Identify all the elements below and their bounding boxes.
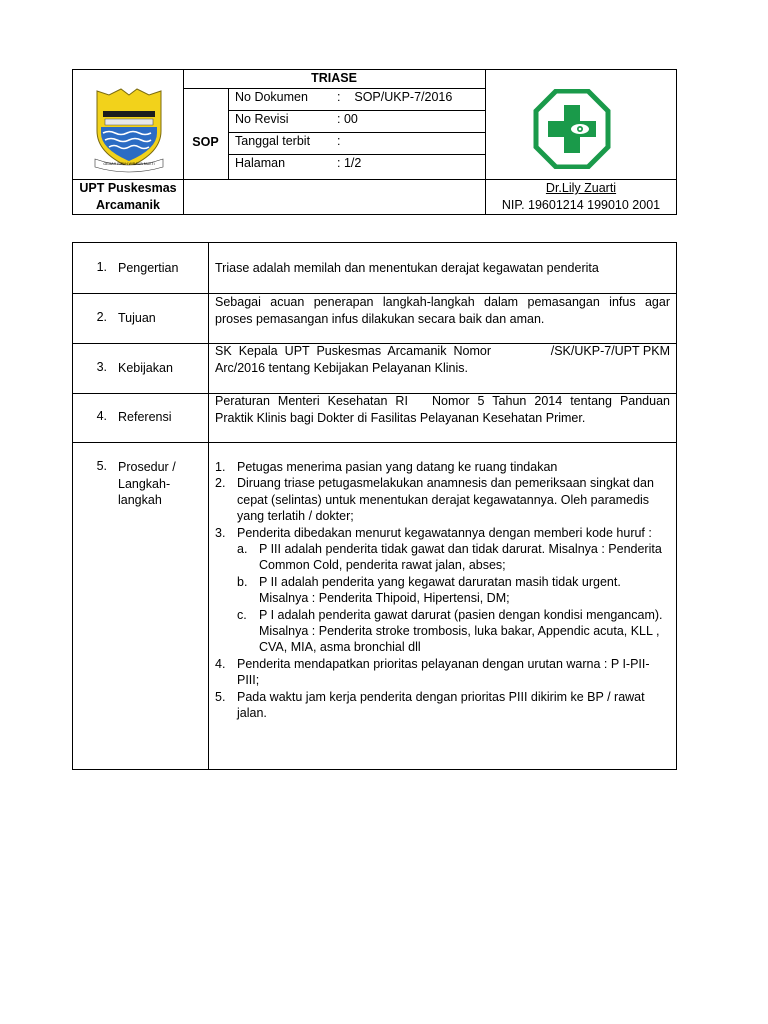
document-title: TRIASE bbox=[311, 71, 357, 85]
section-label-pengertian: Pengertian bbox=[118, 261, 179, 275]
section-number: 5. bbox=[96, 459, 107, 473]
sub-step-item: c. P I adalah penderita gawat darurat (pasien dengan kondisi mengancam). Misalnya : Penderita stroke trombosis, luka bakar, Appendic acuta, KLL , CVA, MIA, asma bronchial dll bbox=[237, 607, 663, 655]
kebijakan-line1b: /SK/UKP-7/UPT PKM bbox=[550, 344, 670, 358]
procedure-steps bbox=[215, 459, 670, 722]
step-item: 2. Diruang triase petugasmelakukan anamnesis dan pemeriksaan singkat dan cepat (selintas) untuk menentukan derajat kegawatannya. Oleh paramedis yang terlatih / dokter; bbox=[215, 476, 654, 524]
kebijakan-text bbox=[215, 343, 670, 376]
section-number: 3. bbox=[96, 360, 107, 374]
kebijakan-line2: Arc/2016 tentang Kebijakan Pelayanan Klinis. bbox=[215, 360, 468, 375]
sub-step-item: b. P II adalah penderita yang kegawat daruratan masih tidak urgent. Misalnya : Penderita Thipoid, Hipertensi, DM; bbox=[237, 574, 621, 606]
prosedur-label-line2: Langkah- bbox=[118, 476, 171, 491]
section-label-prosedur bbox=[118, 459, 176, 509]
no-dokumen-value: : SOP/UKP-7/2016 bbox=[337, 90, 453, 104]
signer-nip: NIP. 19601214 199010 2001 bbox=[501, 198, 661, 212]
step-item: 5. Pada waktu jam kerja penderita dengan prioritas PIII dikirim ke BP / rawat jalan. bbox=[215, 689, 645, 721]
tanggal-terbit-label: Tanggal terbit bbox=[235, 134, 311, 148]
referensi-line1: Peraturan Menteri Kesehatan RI Nomor 5 Tahun 2014 tentang Panduan bbox=[215, 394, 670, 408]
seal-motto: GEMAH RIPAH WIBAWA MUKTI bbox=[103, 162, 155, 166]
sub-step-item: a. P III adalah penderita tidak gawat dan tidak darurat. Misalnya : Penderita Common Cold, penderita rawat jalan, abses; bbox=[237, 542, 662, 573]
prosedur-label-line3: langkah bbox=[118, 493, 162, 507]
section-label-tujuan: Tujuan bbox=[118, 311, 156, 325]
tujuan-text bbox=[215, 294, 670, 327]
sop-label: SOP bbox=[192, 135, 219, 149]
pengertian-text: Triase adalah memilah dan menentukan derajat kegawatan penderita bbox=[215, 261, 599, 275]
org-name-line1: UPT Puskesmas bbox=[79, 181, 177, 195]
halaman-value: : 1/2 bbox=[337, 156, 362, 170]
section-number: 2. bbox=[96, 310, 107, 324]
section-label-kebijakan: Kebijakan bbox=[118, 361, 173, 375]
step-item: 1. Petugas menerima pasian yang datang ke ruang tindakan bbox=[215, 460, 558, 474]
header-table bbox=[72, 69, 677, 215]
halaman-label: Halaman bbox=[235, 156, 286, 170]
tujuan-line1: Sebagai acuan penerapan langkah-langkah dalam pemasangan infus agar bbox=[215, 295, 670, 309]
city-seal-logo bbox=[93, 87, 165, 173]
puskesmas-logo bbox=[522, 89, 622, 169]
no-revisi-value: : 00 bbox=[337, 112, 358, 126]
section-number: 1. bbox=[96, 260, 107, 274]
tanggal-terbit-value: : bbox=[337, 134, 341, 148]
no-revisi-label: No Revisi bbox=[235, 112, 289, 126]
referensi-text bbox=[215, 393, 670, 426]
no-dokumen-label: No Dokumen bbox=[235, 90, 308, 104]
prosedur-label-line1: Prosedur / bbox=[118, 460, 176, 474]
section-number: 4. bbox=[96, 409, 107, 423]
tujuan-line2: proses pemasangan infus dilakukan secara baik dan aman. bbox=[215, 311, 545, 326]
signer-name: Dr.Lily Zuarti bbox=[545, 181, 617, 195]
content-table bbox=[72, 242, 677, 770]
section-label-referensi: Referensi bbox=[118, 410, 172, 424]
step-item: 4. Penderita mendapatkan prioritas pelayanan dengan urutan warna : P I-PII-PIII; bbox=[215, 656, 650, 688]
step-item: 3. Penderita dibedakan menurut kegawatannya dengan memberi kode huruf : bbox=[215, 525, 652, 540]
kebijakan-line1a: SK Kepala UPT Puskesmas Arcamanik Nomor bbox=[215, 344, 491, 358]
referensi-line2: Praktik Klinis bagi Dokter di Fasilitas Pelayanan Kesehatan Primer. bbox=[215, 410, 586, 425]
org-name-line2: Arcamanik bbox=[96, 198, 160, 212]
